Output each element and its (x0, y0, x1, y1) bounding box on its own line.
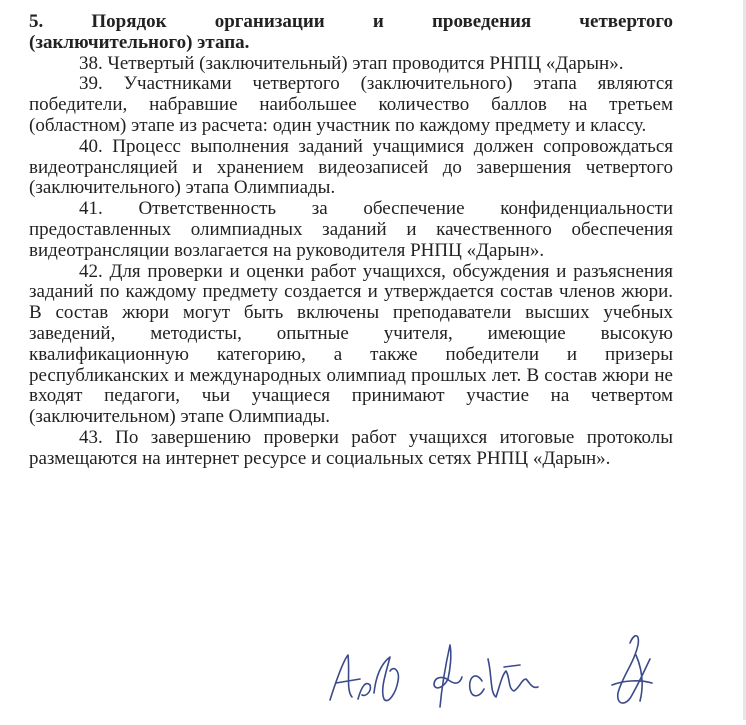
paragraph-43-line: размещаются на интернет ресурсе и социальных сетях РНПЦ «Дарын». (29, 447, 611, 469)
section-title-word: организации (214, 11, 325, 32)
section-number: 5. (29, 11, 44, 32)
paragraph-42-line: (заключительном) этапе Олимпиады. (29, 406, 331, 428)
paragraph-42-line: 42. Для проверки и оценки работ учащихся, обсуждения и разъяснения (79, 260, 673, 282)
section-heading-line2: (заключительного) этапа. (29, 31, 250, 53)
paragraph-43-line: 43. По завершению проверки работ учащихся итоговые протоколы (79, 426, 673, 448)
signatures-image (300, 615, 700, 720)
paragraph-41-line: 41. Ответственность за обеспечение конфиденциальности (79, 198, 673, 220)
paragraph-42-line: квалификационную категорию, а также победители и призеры (29, 343, 673, 365)
paragraph-42-line: заведений, методисты, опытные учителя, имеющие высокую (29, 322, 673, 344)
signature-4 (612, 636, 652, 703)
paragraph-38: 38. Четвертый (заключительный) этап проводится РНПЦ «Дарын». (79, 52, 624, 74)
paragraph-42-line: В состав жюри могут быть включены преподаватели высших учебных (29, 302, 673, 324)
paragraph-39-line: победители, набравшие наибольшее количество баллов на третьем (29, 94, 673, 116)
section-title-word: проведения (431, 11, 532, 32)
section-heading (29, 12, 673, 33)
paragraph-40-line: 40. Процесс выполнения заданий учащимися должен сопровождаться (79, 135, 673, 157)
signatures-area (300, 615, 700, 720)
signature-1 (330, 655, 398, 701)
signature-2 (434, 645, 462, 707)
section-title-word: и (372, 11, 384, 32)
paragraph-40-line: видеотрансляцией и хранением видеозаписей до завершения четвертого (29, 156, 673, 178)
document-body (29, 12, 673, 470)
paragraph-42-line: республиканских и международных олимпиад прошлых лет. В состав жюри не (29, 364, 673, 386)
paragraph-41-line: предоставленных олимпиадных заданий и качественного обеспечения (29, 218, 673, 240)
paragraph-42-line: заданий по каждому предмету создается и утверждается состав членов жюри. (29, 281, 673, 303)
paragraph-40-line: (заключительного) этапа Олимпиады. (29, 177, 336, 199)
signature-3 (470, 659, 538, 697)
paragraph-39-line: (областном) этапе из расчета: один участник по каждому предмету и классу. (29, 114, 647, 136)
paragraph-42-line: входят педагоги, чьи учащиеся принимают участие на четвертом (29, 385, 673, 407)
paragraph-39-line: 39. Участниками четвертого (заключительного) этапа являются (79, 73, 673, 95)
section-title-word: четвертого (579, 11, 674, 32)
section-title-word: Порядок (91, 11, 167, 32)
paragraph-41-line: видеотрансляции возлагается на руководителя РНПЦ «Дарын». (29, 239, 545, 261)
